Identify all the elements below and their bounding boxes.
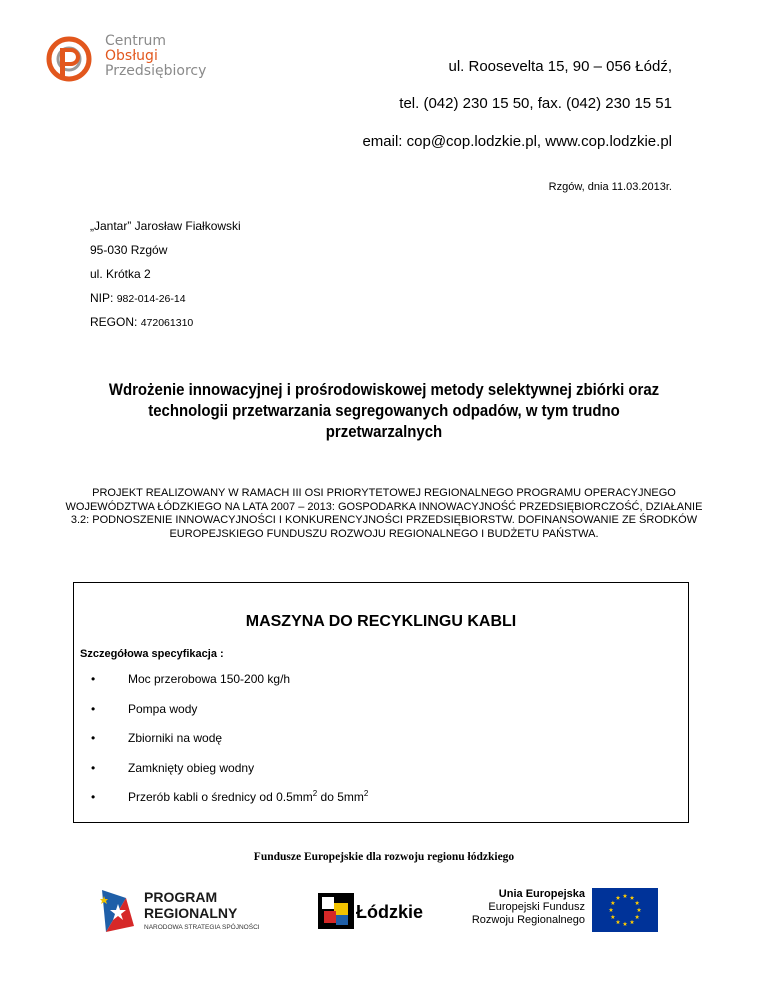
bullet: • bbox=[91, 672, 96, 686]
cop-logo bbox=[44, 30, 207, 88]
header-address: ul. Roosevelta 15, 90 – 056 Łódź, bbox=[448, 58, 672, 75]
spec-box bbox=[73, 582, 689, 823]
pr-line2: REGIONALNY bbox=[144, 905, 238, 921]
spec-subtitle: Szczegółowa specyfikacja : bbox=[80, 648, 224, 660]
funds-caption: Fundusze Europejskie dla rozwoju regionu łódzkiego bbox=[253, 851, 515, 863]
spec-last-a: Przerób kabli o średnicy od 0.5mm bbox=[128, 790, 313, 804]
spec-item-text: Zamknięty obieg wodny bbox=[128, 760, 255, 775]
nip-label: NIP: bbox=[90, 291, 114, 305]
document-title: Wdrożenie innowacyjnej i prośrodowiskowej metody selektywnej zbiórki oraz technologii przetwarzania segregowanych odpadów, w tym trudno przetwarzalnych bbox=[108, 380, 660, 441]
bullet: • bbox=[91, 731, 96, 745]
pr-line1: PROGRAM bbox=[144, 889, 218, 905]
cop-logo-icon bbox=[44, 30, 98, 84]
lodzkie-logo bbox=[318, 893, 438, 937]
spec-item-text: Pompa wody bbox=[128, 701, 198, 716]
sup-1: 2 bbox=[312, 789, 318, 798]
cop-logo-line2: Obsługi bbox=[105, 48, 158, 64]
project-description: PROJEKT REALIZOWANY W RAMACH III OSI PRIORYTETOWEJ REGIONALNEGO PROGRAMU OPERACYJNEGO WOJEWÓDZTWA ŁÓDZKIEGO NA LATA 2007 – 2013: GOSPODARKA INNOWACYJNOŚĆ PRZEDSIĘBIORCZOŚĆ, DZIAŁANIE 3.2: PODNOSZENIE INNOWACYJNOŚCI I KONKURENCYJNOŚCI PRZEDSIĘBIORSTW. DOFINANSOWANIE ZE ŚRODKÓW EUROPEJSKIEGO FUNDUSZU ROZWOJU REGIONALNEGO I BUDŻETU PAŃSTWA. bbox=[65, 487, 703, 540]
date-line: Rzgów, dnia 11.03.2013r. bbox=[548, 181, 672, 193]
regon-label: REGON: bbox=[90, 315, 138, 329]
program-regionalny-icon bbox=[96, 886, 140, 936]
eu-line1: Unia Europejska bbox=[498, 888, 585, 900]
eu-text bbox=[455, 888, 585, 927]
cop-logo-line1: Centrum bbox=[105, 33, 167, 49]
spec-item-text: Zbiorniki na wodę bbox=[128, 731, 223, 745]
bullet: • bbox=[91, 760, 96, 775]
recipient-street: ul. Krótka 2 bbox=[90, 267, 151, 281]
sup-2: 2 bbox=[363, 789, 369, 798]
nip-value: 982-014-26-14 bbox=[116, 293, 186, 305]
cop-logo-line3: Przedsiębiorcy bbox=[105, 63, 207, 79]
header-phone: tel. (042) 230 15 50, fax. (042) 230 15 51 bbox=[399, 95, 672, 112]
eu-flag-icon bbox=[592, 888, 658, 932]
lodzkie-text: Łódzkie bbox=[356, 902, 424, 922]
spec-last-b: do 5mm bbox=[317, 790, 364, 804]
recipient-postal: 95-030 Rzgów bbox=[90, 243, 168, 257]
program-regionalny-logo bbox=[96, 886, 276, 936]
lodzkie-icon bbox=[318, 893, 354, 937]
spec-item-text: Moc przerobowa 150-200 kg/h bbox=[128, 672, 291, 686]
bullet: • bbox=[91, 701, 96, 716]
spec-item-text bbox=[128, 789, 368, 805]
recipient-nip bbox=[90, 291, 186, 305]
eu-line3: Rozwoju Regionalnego bbox=[471, 914, 585, 926]
header-email: email: cop@cop.lodzkie.pl, www.cop.lodzkie.pl bbox=[362, 133, 672, 150]
pr-line3: NARODOWA STRATEGIA SPÓJNOŚCI bbox=[144, 924, 260, 931]
bullet: • bbox=[91, 790, 96, 804]
eu-line2: Europejski Fundusz bbox=[488, 901, 585, 913]
recipient-name: „Jantar” Jarosław Fiałkowski bbox=[90, 219, 241, 233]
spec-title: MASZYNA DO RECYKLINGU KABLI bbox=[245, 613, 517, 630]
recipient-regon bbox=[90, 315, 193, 329]
program-regionalny-text bbox=[144, 889, 237, 921]
regon-value: 472061310 bbox=[140, 317, 194, 329]
cop-logo-text bbox=[105, 34, 206, 79]
